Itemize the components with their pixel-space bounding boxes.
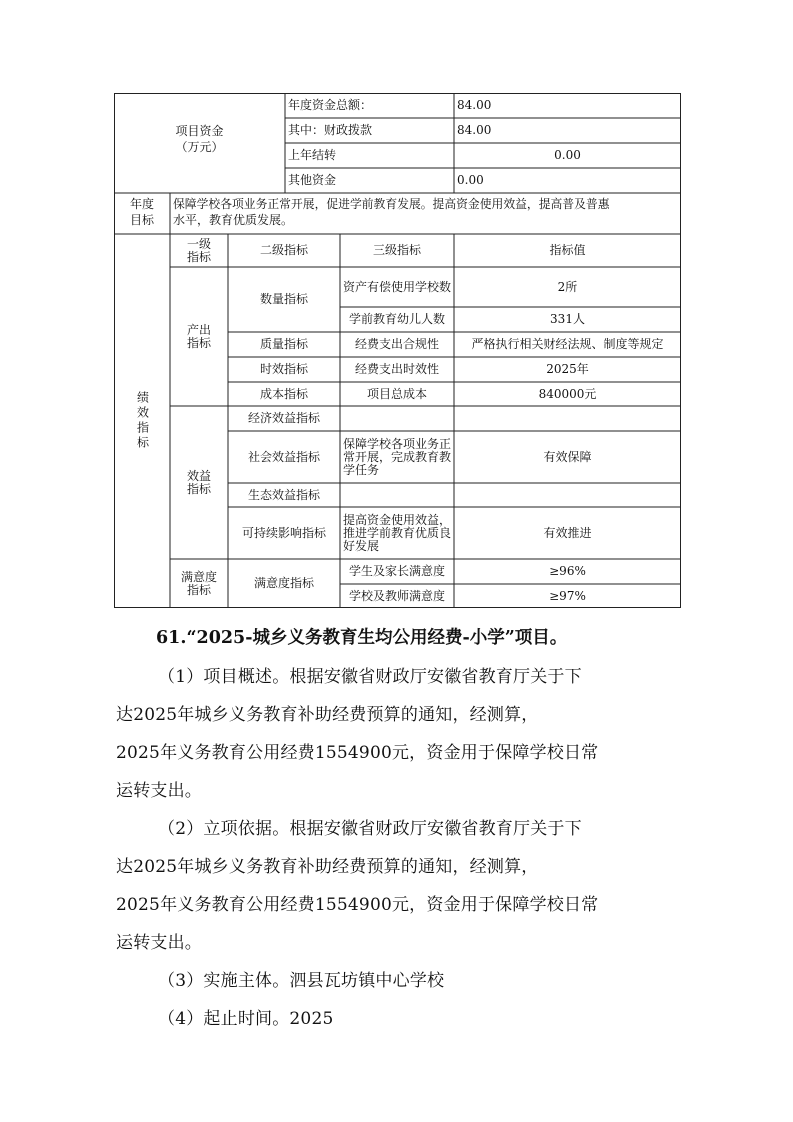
paragraph-line: （2）立项依据。根据安徽省财政厅安徽省教育厅关于下 — [158, 819, 582, 839]
paragraph-line: 运转支出。 — [116, 781, 202, 801]
time-value: 2025年 — [546, 362, 589, 376]
funds-carryover-label: 上年结转 — [288, 148, 337, 162]
quality-l3: 经费支出合规性 — [354, 337, 439, 351]
satisfaction-row1-value: ≥96% — [549, 564, 586, 578]
sustain-value: 有效推进 — [543, 525, 592, 540]
satisfaction-row2-l3: 学校及教师满意度 — [348, 588, 445, 603]
funds-other-value: 0.00 — [457, 173, 484, 187]
social-value: 有效保障 — [543, 449, 592, 464]
cost-value: 840000元 — [538, 386, 597, 401]
header-level1: 一级指标 — [186, 236, 211, 264]
economic-label: 经济效益指标 — [247, 411, 320, 425]
paragraph-line: （4）起止时间。2025 — [158, 1009, 334, 1029]
row2-value: 331人 — [550, 312, 585, 326]
satisfaction-row2-value: ≥97% — [549, 588, 586, 603]
quantity-label: 数量指标 — [259, 292, 308, 306]
funds-fiscal-value: 84.00 — [457, 123, 492, 137]
row1-value: 2所 — [557, 279, 578, 294]
funds-unit: （万元） — [175, 139, 224, 154]
sustain-l3: 提高资金使用效益，推进学前教育优质良好发展 — [343, 512, 452, 553]
row2-l3: 学前教育幼儿人数 — [348, 312, 445, 326]
funds-label: 项目资金 — [175, 123, 224, 138]
goal-label-line1: 年度 — [129, 196, 154, 211]
goal-text-line1: 保障学校各项业务正常开展，促进学前教育发展。提高资金使用效益，提高普及普惠 — [173, 197, 610, 211]
header-value: 指标值 — [549, 243, 586, 257]
output-label: 产出指标 — [186, 322, 211, 350]
paragraph-line: （3）实施主体。泗县瓦坊镇中心学校 — [158, 971, 445, 991]
performance-table — [114, 93, 681, 608]
paragraph-line: 运转支出。 — [116, 933, 202, 953]
cost-l3: 项目总成本 — [366, 386, 427, 401]
funds-total-value: 84.00 — [457, 98, 492, 112]
satisfaction-l2-label: 满意度指标 — [253, 576, 314, 590]
performance-label-text: 绩效指标 — [135, 391, 150, 451]
funds-other-label: 其他资金 — [288, 173, 337, 187]
satisfaction-label: 满意度指标 — [180, 569, 217, 597]
header-level3: 三级指标 — [372, 243, 421, 257]
goal-label-line2: 目标 — [129, 212, 154, 227]
quality-value: 严格执行相关财经法规、制度等规定 — [471, 337, 664, 351]
time-label: 时效指标 — [259, 362, 308, 376]
goal-text-line2: 水平，教育优质发展。 — [173, 213, 294, 227]
social-l3: 保障学校各项业务正常开展，完成教育教学任务 — [343, 436, 452, 477]
paragraph-line: 达2025年城乡义务教育补助经费预算的通知，经测算， — [116, 705, 539, 725]
paragraph-line: 达2025年城乡义务教育补助经费预算的通知，经测算， — [116, 857, 539, 877]
funds-fiscal-label: 其中：财政拨款 — [288, 123, 373, 137]
sustain-label: 可持续影响指标 — [241, 525, 326, 540]
paragraph-line: 2025年义务教育公用经费1554900元，资金用于保障学校日常 — [116, 743, 599, 763]
benefit-label: 效益指标 — [186, 468, 211, 496]
paragraph-line: 2025年义务教育公用经费1554900元，资金用于保障学校日常 — [116, 895, 599, 915]
funds-carryover-value: 0.00 — [554, 148, 581, 162]
paragraph-line: （1）项目概述。根据安徽省财政厅安徽省教育厅关于下 — [158, 667, 582, 687]
performance-label — [114, 234, 170, 608]
header-level2: 二级指标 — [259, 243, 308, 257]
satisfaction-row1-l3: 学生及家长满意度 — [348, 564, 445, 578]
time-l3: 经费支出时效性 — [354, 362, 439, 376]
eco-label: 生态效益指标 — [247, 487, 320, 502]
section-heading: 61.“2025-城乡义务教育生均公用经费-小学”项目。 — [156, 628, 568, 648]
row1-l3: 资产有偿使用学校数 — [343, 279, 452, 294]
cost-label: 成本指标 — [259, 386, 308, 401]
social-label: 社会效益指标 — [247, 449, 320, 464]
quality-label: 质量指标 — [259, 337, 308, 351]
funds-total-label: 年度资金总额： — [288, 98, 373, 112]
